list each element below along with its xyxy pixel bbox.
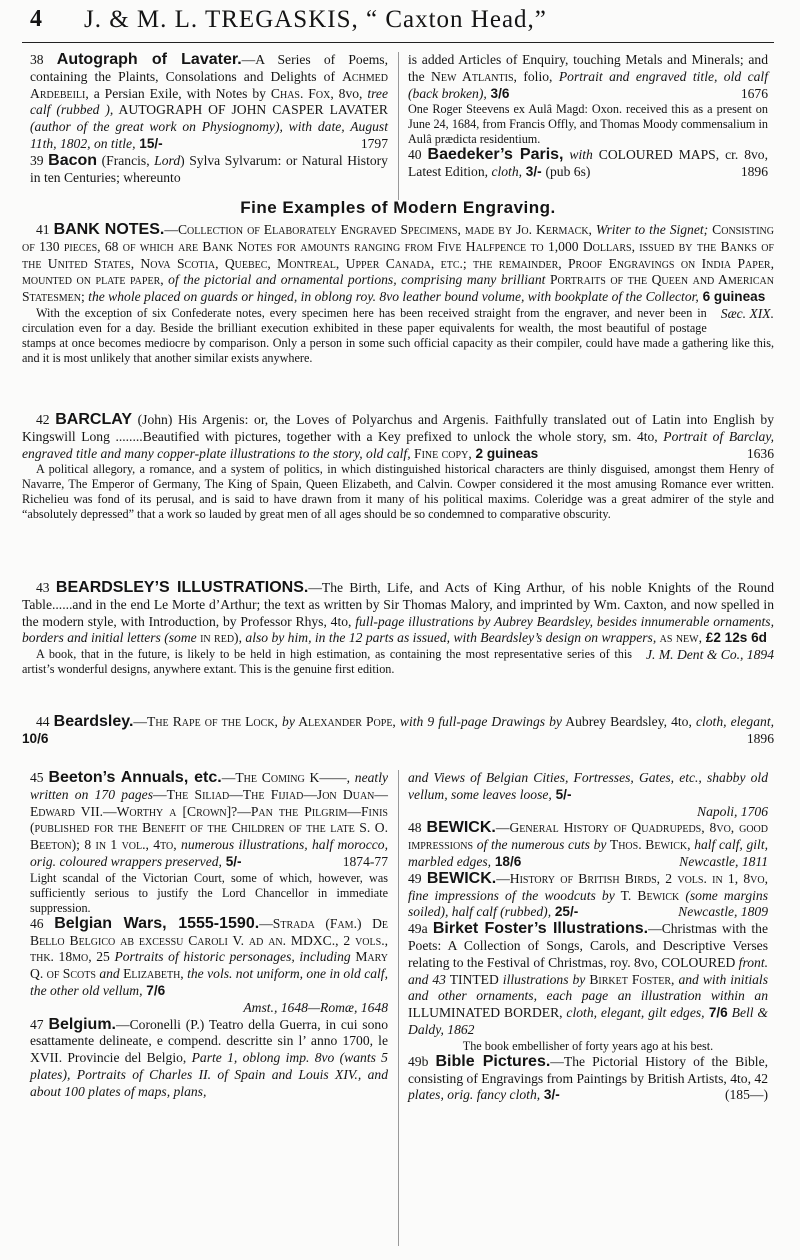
top-left-column [30, 52, 388, 186]
lot-46: 46 Belgian Wars, 1555-1590.—Strada (Fam.) De Bello Belgico ab excessu Caroli V. ad an. MDXC., 2 vols., thk. 18mo, 25 Portraits of historic personages, including Mary Q. of Scots and Elizabeth, the vols. not uniform, one in old calf, the other old vellum, 7/6 [30, 914, 389, 998]
section-title: Fine Examples of Modern Engraving. [240, 198, 556, 217]
lot-43: 43 BEARDSLEY’S ILLUSTRATIONS.—The Birth, Life, and Acts of King Arthur, of his noble Knights of the Round Table......and in the end Le Morte d’Arthur; the text as written by Sir Thomas Malory, and imprinted by Wm. Caxton, and now spelled in the modern style, with Introduction, by Professor Rhys, 4to, full-page illustrations by Aubrey Beardsley, besides innumerable ornaments, borders and initial letters (some in red), also by him, in the 12 parts as issued, with Beardsley’s design on wrappers, as new, £2 12s 6d J. M. Dent & Co., 1894 A book, that in the future, is likely to be held in high estimation, as containing the most representative series of this artist’s wonderful designs, anywhere extant. This is the genuine first edition. [22, 579, 774, 677]
catchword: (185—) [724, 1087, 768, 1103]
lot-42-note: A political allegory, a romance, and a system of politics, in which distinguished historical characters are thinly disguised, amongst them Henry of Navarre, The Emperor of Germany, The King of Spain, Queen Elizabeth, and Calvin. Cowper considered it the most amusing Romance ever written. Richelieu was fond of its perusal, and is said to have drawn from it many of his political maxims. Coleridge was a great admirer of the style and “absolutely depressed” that a work so lauded by great men of all ages should be so condemned to comparative obscurity. [22, 462, 774, 522]
lot-41-note: With the exception of six Confederate notes, every specimen here has been received straight from the engraver, and never been in circulation even for a day. Beside the brilliant execution exhibited in these paper equivalents for wealth, the most beautiful of postage stamps at once becomes mediocre by comparison. Only a person in some such official capacity as their compiler, could have made a gathering like this, and it is most unlikely that another similar exists anywhere. [22, 305, 774, 365]
lot-49b: 49b Bible Pictures.—The Pictorial History of the Bible, consisting of Engravings from Paintings by British Artists, 4to, 42 plates, orig. fancy cloth, 3/- (185—) [408, 1052, 768, 1103]
lot-39: 39 Bacon (Francis, Lord) Sylva Sylvarum: or Natural History in ten Centuries; whereunto [30, 151, 388, 185]
header-rule [22, 42, 774, 43]
lot-43-note: A book, that in the future, is likely to be held in high estimation, as containing the most representative series of this artist’s wonderful designs, anywhere extant. This is the genuine first edition. [22, 647, 632, 677]
lot-41: 41 BANK NOTES.—Collection of Elaborately Engraved Specimens, made by Jo. Kermack, Writer to the Signet; Consisting of 130 pieces, 68 of which are Bank Notes for amounts ranging from Five Halfpence to 1,000 Dollars, issued by the Banks of the United States, Nova Scotia, Quebec, Montreal, Upper Canada, etc.; the remainder, Proof Engravings on India Paper, mounted on plate paper, of the pictorial and ornamental portions, comprising many brilliant Portraits of the Queen and American Statesmen; the whole placed on guards or hinged, in oblong roy. 8vo leather bound volume, with bookplate of the Collector, 6 guineas Sæc. XIX. With the exception of six Confederate notes, every specimen here has been received straight from the engraver, and never been in circulation even for a day. Beside the brilliant execution exhibited in these paper equivalents for wealth, the most beautiful of postage stamps at once becomes mediocre by comparison. Only a person in some such official capacity as their compiler, could have made a gathering like this, and it is most unlikely that another similar exists anywhere. [22, 221, 775, 365]
lot-49a: 49a Birket Foster’s Illustrations.—Christmas with the Poets: A Collection of Songs, Carols, and Descriptive Verses relating to the Festival of Christmas, roy. 8vo, COLOURED front. and 43 TINTED illustrations by Birket Foster, and with initials and other ornaments, each page an illustration within an ILLUMINATED BORDER, cloth, elegant, gilt edges, 7/6 Bell & Daldy, 1862 [408, 920, 769, 1037]
lot-39-continued: is added Articles of Enquiry, touching Metals and Minerals; and the New Atlantis, folio, Portrait and engraved title, old calf (back broken), 3/6 1676 [408, 52, 768, 101]
lot-49a-note: The book embellisher of forty years ago at his best. [462, 1038, 714, 1053]
lot-44: 44 Beardsley.—The Rape of the Lock, by Alexander Pope, with 9 full-page Drawings by Aubrey Beardsley, 4to, cloth, elegant, 10/6 1896 [22, 713, 775, 746]
lot-42: 42 BARCLAY (John) His Argenis: or, the Loves of Polyarchus and Argenis. Faithfully translated out of Latin into English by Kingswill Long ........Beautified with pictures, together with a Key prefixed to unlock the whole story, sm. 4to, Portrait of Barclay, engraved title and many copper-plate illustrations to the story, old calf, Fine copy, 2 guineas 1636 A political allegory, a romance, and a system of politics, in which distinguished historical characters are thinly disguised, amongst them Henry of Navarre, The Emperor of Germany, The King of Spain, Queen Elizabeth, and Calvin. Cowper considered it the most amusing Romance ever written. Richelieu was fond of its perusal, and is said to have drawn from it many of his political maxims. Coleridge was a great admirer of the style and “absolutely depressed” that a work so lauded by great men of all ages should be so condemned to comparative obscurity. [22, 411, 775, 522]
column-divider-bottom [398, 770, 399, 1246]
lot-47: 47 Belgium.—Coronelli (P.) Teatro della Guerra, in cui sono esattamente delineate, e compend. descritte sin l’ anno 1700, le XVII. Provincie del Belgio, Parte 1, oblong imp. 8vo (wants 5 plates), Portraits of Charles II. of Spain and Louis XIV., and about 100 plates of maps, plans, [30, 1015, 388, 1099]
top-right-column [408, 52, 768, 181]
column-divider-top [398, 52, 399, 200]
bottom-right-column [408, 770, 768, 1104]
lot-40: 40 Baedeker’s Paris, with COLOURED MAPS, cr. 8vo, Latest Edition, cloth, 3/- (pub 6s) 1896 [408, 146, 768, 180]
page-header [22, 6, 774, 40]
lot-48: 48 BEWICK.—General History of Quadrupeds, 8vo, good impressions of the numerous cuts by Thos. Bewick, half calf, gilt, marbled edges, 18/6 Newcastle, 1811 [408, 819, 768, 869]
lot-47-continued: and Views of Belgian Cities, Fortresses, Gates, etc., shabby old vellum, some leaves loose, 5/- [408, 770, 768, 802]
lot-46-place: Amst., 1648—Romæ, 1648 [243, 999, 388, 1015]
running-head: J. & M. L. TREGASKIS, “ Caxton Head,” [84, 6, 547, 33]
bottom-left-column [30, 770, 388, 1101]
lot-45-note: Light scandal of the Victorian Court, some of which, however, was sufficiently serious to justify the Lord Chancellor in immediate suppression. [30, 870, 388, 915]
page-number: 4 [30, 6, 42, 32]
lot-47-place: Napoli, 1706 [697, 803, 768, 819]
lot-39-note: One Roger Steevens ex Aulâ Magd: Oxon. received this as a present on June 24, 1684, from Francis Offly, and Thomas Moody commensalium in Aulâ prædicta residentium. [408, 102, 768, 147]
lot-45: 45 Beeton’s Annuals, etc.—The Coming K——, neatly written on 170 pages—The Siliad—The Fijiad—Jon Duan—Edward VII.—Worthy a [Crown]?—Pan the Pilgrim—Finis (published for the Benefit of the Children of the late S. O. Beeton); 8 in 1 vol., 4to, numerous illustrations, half morocco, orig. coloured wrappers preserved, 5/- 1874-77 [30, 769, 389, 869]
lot-49: 49 BEWICK.—History of British Birds, 2 vols. in 1, 8vo, fine impressions of the woodcuts by T. Bewick (some margins soiled), half calf (rubbed), 25/- Newcastle, 1809 [408, 869, 769, 920]
lot-38: 38 Autograph of Lavater.—A Series of Poems, containing the Plaints, Consolations and Delights of Achmed Ardebeili, a Persian Exile, with Notes by Chas. Fox, 8vo, tree calf (rubbed ), AUTOGRAPH OF JOHN CASPER LAVATER (author of the great work on Physiognomy), with date, August 11th, 1802, on title, 15/- 1797 [30, 51, 388, 151]
